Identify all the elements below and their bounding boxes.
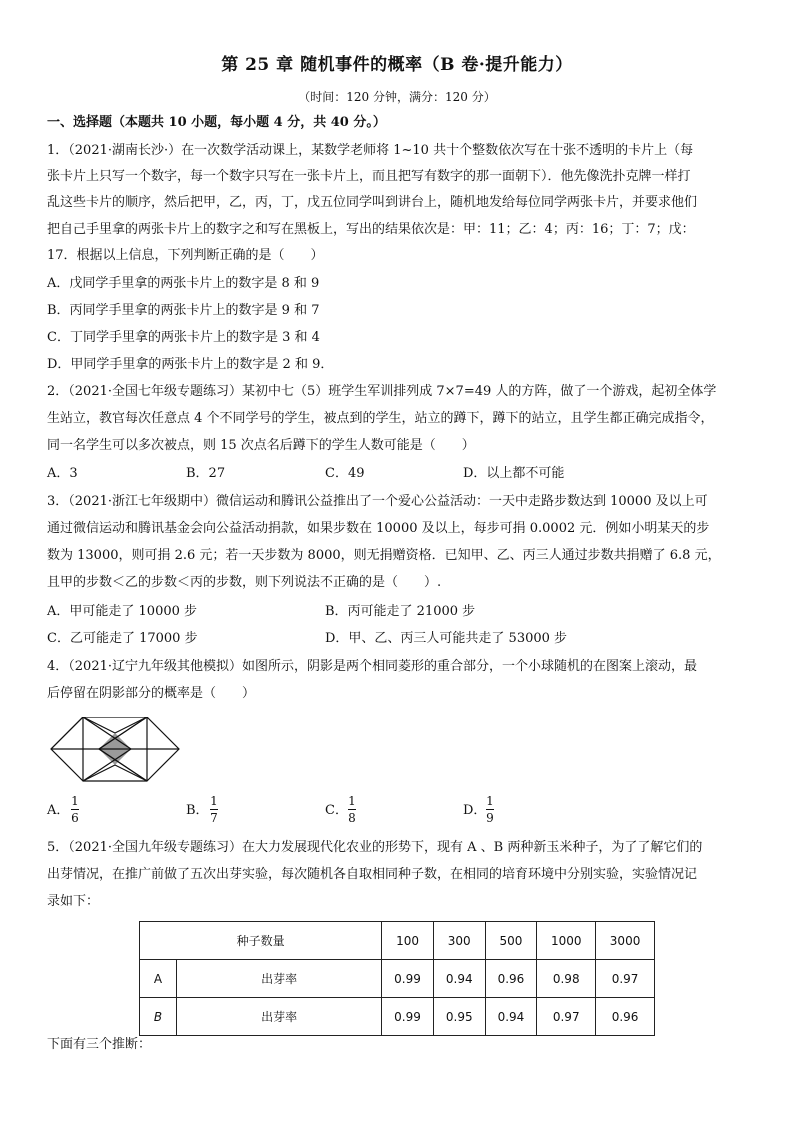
- table-header-cell: 3000: [596, 922, 655, 960]
- table-cell: 0.94: [485, 998, 537, 1036]
- table-cell: 0.99: [382, 960, 434, 998]
- q5-line: 出芽情况，在推广前做了五次出芽实验，每次随机各自取相同种子数，在相同的培育环境中分别实验，实验情况记: [47, 867, 698, 882]
- q1-option-c: C．丁同学手里拿的两张卡片上的数字是 3 和 4: [47, 330, 320, 345]
- table-cell: 0.98: [537, 960, 596, 998]
- row-label-cell: 出芽率: [177, 960, 382, 998]
- table-header-cell: 100: [382, 922, 434, 960]
- q2-line: 生站立，教官每次任意点 4 个不同学号的学生，被点到的学生，站立的蹲下，蹲下的站立，且学生都正确完成指令，: [47, 411, 714, 426]
- q3-option-b: B．丙可能走了 21000 步: [325, 604, 476, 619]
- page-title: 第 25 章 随机事件的概率（B 卷·提升能力）: [221, 55, 573, 75]
- table-header-cell: 500: [485, 922, 537, 960]
- q1-option-b: B．丙同学手里拿的两张卡片上的数字是 9 和 7: [47, 303, 320, 318]
- fraction-d-numerator: 1: [486, 794, 494, 808]
- q4-option-d: [463, 800, 486, 822]
- q4-option-c: [325, 800, 348, 822]
- exam-time-info: （时间：120 分钟，满分：120 分）: [298, 90, 496, 104]
- q4-option-b-letter: B．: [186, 803, 209, 818]
- fraction-b-denominator: 7: [210, 811, 218, 825]
- seed-type-cell: A: [140, 960, 177, 998]
- q3-option-a: A．甲可能走了 10000 步: [47, 604, 198, 619]
- q1-option-d: D．甲同学手里拿的两张卡片上的数字是 2 和 9．: [47, 357, 334, 372]
- table-header-cell: 300: [433, 922, 485, 960]
- q4-option-b: [186, 800, 209, 822]
- q5-line: 5．（2021·全国九年级专题练习）在大力发展现代化农业的形势下，现有 A 、B 两种新玉米种子，为了了解它们的: [47, 840, 703, 855]
- q1-option-a: A．戊同学手里拿的两张卡片上的数字是 8 和 9: [47, 276, 320, 291]
- row-label-cell: 出芽率: [177, 998, 382, 1036]
- rhombus-outlines: [51, 717, 179, 781]
- q4-option-a: [47, 800, 69, 822]
- fraction-b: [210, 794, 218, 825]
- q4-option-d-letter: D．: [463, 803, 487, 818]
- table-cell: 0.97: [537, 998, 596, 1036]
- fraction-a-denominator: 6: [71, 811, 79, 825]
- table-row: [140, 998, 655, 1036]
- q2-line: 2．（2021·全国七年级专题练习）某初中七（5）班学生军训排列成 7×7=49 人的方阵，做了一个游戏，起初全体学: [47, 384, 717, 399]
- table-header-cell: 1000: [537, 922, 596, 960]
- fraction-d: [486, 794, 494, 825]
- q1-line: 张卡片上只写一个数字，每一个数字只写在一张卡片上，而且把写有数字的那一面朝下）．他先像洗扑克牌一样打: [47, 169, 691, 184]
- q2-option-d: D．以上都不可能: [463, 466, 565, 481]
- germination-table: [139, 921, 655, 1036]
- q4-line: 后停留在阴影部分的概率是（ ）: [47, 686, 256, 701]
- table-header-cell: 种子数量: [140, 922, 382, 960]
- q3-option-c: C．乙可能走了 17000 步: [47, 631, 198, 646]
- q5-after-table: 下面有三个推断：: [47, 1037, 152, 1052]
- q3-line: 且甲的步数＜乙的步数＜丙的步数，则下列说法不正确的是（ ）.: [47, 575, 442, 590]
- fraction-c: [348, 794, 356, 825]
- q1-line: 把自己手里拿的两张卡片上的数字之和写在黑板上，写出的结果依次是：甲：11；乙：4；丙：16；丁：7；戊：: [47, 222, 695, 237]
- q2-option-b: B．27: [186, 466, 226, 481]
- q4-option-c-letter: C．: [325, 803, 348, 818]
- q1-line: 1．（2021·湖南长沙·）在一次数学活动课上，某数学老师将 1~10 共十个整数依次写在十张不透明的卡片上（每: [47, 143, 694, 158]
- seed-type-cell: B: [140, 998, 177, 1036]
- fraction-c-numerator: 1: [348, 794, 356, 808]
- q2-option-c: C．49: [325, 466, 365, 481]
- fraction-d-denominator: 9: [486, 811, 494, 825]
- fraction-b-numerator: 1: [210, 794, 218, 808]
- q3-option-d: D．甲、乙、丙三人可能共走了 53000 步: [325, 631, 568, 646]
- table-header-row: [140, 922, 655, 960]
- q4-option-a-letter: A．: [47, 803, 70, 818]
- table-row: [140, 960, 655, 998]
- fraction-c-denominator: 8: [348, 811, 356, 825]
- q2-option-a: A．3: [47, 466, 78, 481]
- table-cell: 0.96: [596, 998, 655, 1036]
- table-cell: 0.97: [596, 960, 655, 998]
- fraction-a-numerator: 1: [71, 794, 79, 808]
- table-cell: 0.94: [433, 960, 485, 998]
- table-cell: 0.95: [433, 998, 485, 1036]
- q1-line: 17．根据以上信息，下列判断正确的是（ ）: [47, 248, 324, 263]
- q5-line: 录如下：: [47, 894, 100, 909]
- table-cell: 0.96: [485, 960, 537, 998]
- q3-line: 通过微信运动和腾讯基金会向公益活动捐款，如果步数在 10000 及以上，每步可捐 0.0002 元．例如小明某天的步: [47, 521, 710, 536]
- rhombus-figure: [50, 717, 180, 783]
- q2-line: 同一名学生可以多次被点，则 15 次点名后蹲下的学生人数可能是（ ）: [47, 438, 475, 453]
- section-heading: 一、选择题（本题共 10 小题，每小题 4 分，共 40 分。）: [47, 115, 386, 130]
- q3-line: 数为 13000，则可捐 2.6 元；若一天步数为 8000，则无捐赠资格．已知甲、乙、丙三人通过步数共捐赠了 6.8 元，: [47, 548, 721, 563]
- q1-line: 乱这些卡片的顺序，然后把甲，乙，丙，丁，戊五位同学叫到讲台上，随机地发给每位同学两张卡片，并要求他们: [47, 195, 698, 210]
- fraction-a: [71, 794, 79, 825]
- table-cell: 0.99: [382, 998, 434, 1036]
- q4-line: 4．（2021·辽宁九年级其他模拟）如图所示，阴影是两个相同菱形的重合部分，一个小球随机的在图案上滚动，最: [47, 659, 697, 674]
- q3-line: 3．（2021·浙江七年级期中）微信运动和腾讯公益推出了一个爱心公益活动：一天中走路步数达到 10000 及以上可: [47, 494, 708, 509]
